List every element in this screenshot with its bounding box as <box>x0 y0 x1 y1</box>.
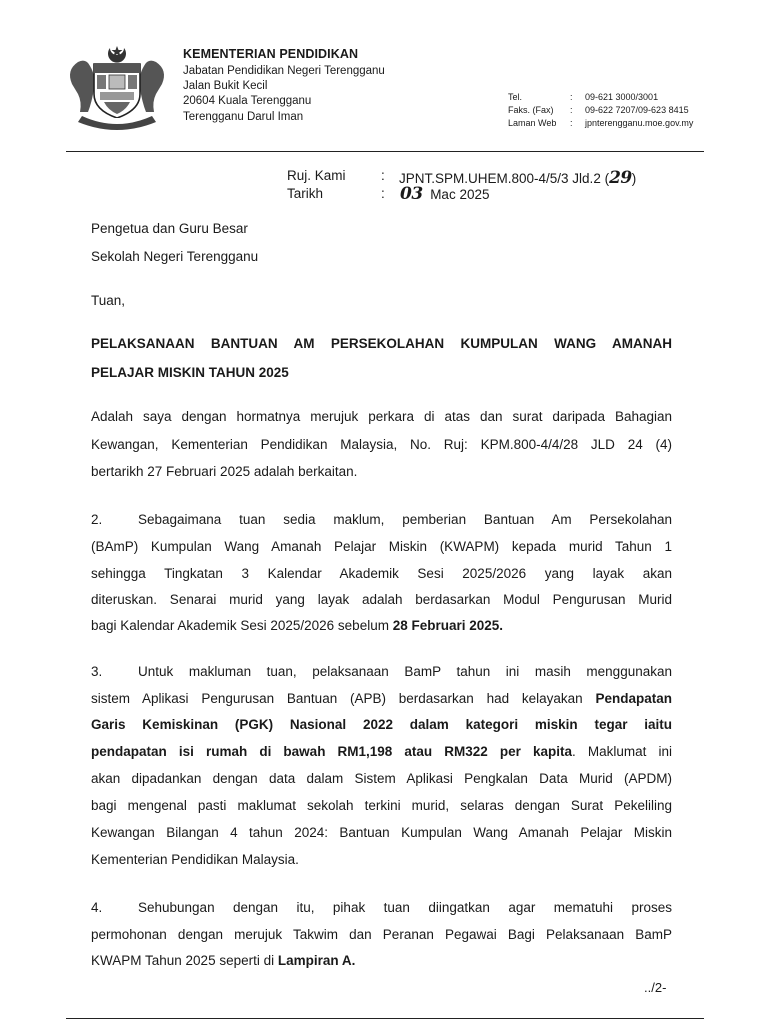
ruj-label: Ruj. Kami <box>287 168 346 183</box>
paragraph-3-bold: Pendapatan <box>595 691 672 706</box>
ministry-name: KEMENTERIAN PENDIDIKAN <box>183 47 359 61</box>
contact-label: Faks. (Fax) <box>508 105 554 115</box>
paragraph-number: 2. <box>91 512 103 527</box>
paragraph-2-line: sehingga Tingkatan 3 Kalendar Akademik Sesi 2025/2026 yang layak akan <box>91 566 672 581</box>
paragraph-2-line: diteruskan. Senarai murid yang layak adalah berdasarkan Modul Pengurusan Murid <box>91 592 672 607</box>
paragraph-3-line: Untuk makluman tuan, pelaksanaan BamP tahun ini masih menggunakan <box>138 664 672 679</box>
contact-colon: : <box>570 105 573 115</box>
tarikh-label: Tarikh <box>287 186 324 201</box>
paragraph-3-line: bagi mengenal pasti maklumat sekolah terkini murid, selaras dengan Surat Pekeliling <box>91 798 672 813</box>
paragraph-2-line: Sebagaimana tuan sedia maklum, pemberian Bantuan Am Persekolahan <box>138 512 672 527</box>
address-line: Jalan Bukit Kecil <box>183 80 268 92</box>
paragraph-4-line: permohonan dengan merujuk Takwim dan Peranan Pegawai Bagi Pelaksanaan BamP <box>91 927 672 942</box>
malaysia-coat-of-arms-icon <box>64 44 170 130</box>
attachment-reference: Lampiran A. <box>277 953 356 968</box>
tarikh-handwritten-day: 03 <box>400 184 423 204</box>
paragraph-4-line <box>91 953 355 968</box>
address-line: Terengganu Darul Iman <box>183 111 304 123</box>
letterhead-divider <box>66 151 704 152</box>
contact-value: 09-621 3000/3001 <box>585 92 659 102</box>
contact-value: 09-622 7207/09-623 8415 <box>585 105 689 115</box>
tarikh-month-year: Mac 2025 <box>430 187 490 202</box>
paragraph-3-line: Kementerian Pendidikan Malaysia. <box>91 852 299 867</box>
subject-line: PELAKSANAAN BANTUAN AM PERSEKOLAHAN KUMPULAN WANG AMANAH <box>91 336 672 351</box>
paragraph-2-text: bagi Kalendar Akademik Sesi 2025/2026 sebelum <box>91 618 393 633</box>
paragraph-3-bold: pendapatan isi rumah di bawah RM1,198 atau RM322 per kapita <box>91 744 573 759</box>
paragraph-4-text: KWAPM Tahun 2025 seperti di <box>91 953 278 968</box>
paragraph-3-text: . Maklumat ini <box>572 744 672 759</box>
paragraph-1-line: Adalah saya dengan hormatnya merujuk perkara di atas dan surat daripada Bahagian <box>91 409 672 424</box>
address-line: Jabatan Pendidikan Negeri Terengganu <box>183 65 385 77</box>
ruj-colon: : <box>381 168 385 183</box>
salutation: Tuan, <box>91 293 126 308</box>
deadline-date: 28 Februari 2025. <box>392 618 504 633</box>
paragraph-number: 4. <box>91 900 103 915</box>
subject-line: PELAJAR MISKIN TAHUN 2025 <box>91 365 289 380</box>
paragraph-3-line: Kewangan Bilangan 4 tahun 2024: Bantuan Kumpulan Wang Amanah Pelajar Miskin <box>91 825 672 840</box>
tarikh-value <box>400 184 489 204</box>
contact-colon: : <box>570 92 573 102</box>
footer-divider <box>66 1018 704 1019</box>
paragraph-3-line: akan dipadankan dengan data dalam Sistem Aplikasi Pengkalan Data Murid (APDM) <box>91 771 672 786</box>
paragraph-1-line: Kewangan, Kementerian Pendidikan Malaysia, No. Ruj: KPM.800-4/4/28 JLD 24 (4) <box>91 437 672 452</box>
contact-label: Tel. <box>508 92 523 102</box>
tarikh-colon: : <box>381 186 385 201</box>
ruj-handwritten-number: 29 <box>609 168 632 188</box>
paragraph-2-line <box>91 618 503 633</box>
paragraph-4-line: Sehubungan dengan itu, pihak tuan diingatkan agar mematuhi proses <box>138 900 672 915</box>
paragraph-number: 3. <box>91 664 103 679</box>
paragraph-3-line <box>91 744 672 759</box>
ruj-close-paren: ) <box>631 171 637 186</box>
contact-colon: : <box>570 118 573 128</box>
recipient-line: Pengetua dan Guru Besar <box>91 221 248 236</box>
paragraph-3-text: sistem Aplikasi Pengurusan Bantuan (APB) berdasarkan had kelayakan <box>91 691 596 706</box>
recipient-line: Sekolah Negeri Terengganu <box>91 249 259 264</box>
paragraph-3-line <box>91 691 672 706</box>
page-continuation-marker: ../2- <box>644 980 667 995</box>
contact-label: Laman Web <box>508 118 557 128</box>
paragraph-1-line: bertarikh 27 Februari 2025 adalah berkaitan. <box>91 464 358 479</box>
contact-value: jpnterengganu.moe.gov.my <box>585 118 694 128</box>
paragraph-2-line: (BAmP) Kumpulan Wang Amanah Pelajar Miskin (KWAPM) kepada murid Tahun 1 <box>91 539 672 554</box>
paragraph-3-line: Garis Kemiskinan (PGK) Nasional 2022 dalam kategori miskin tegar iaitu <box>91 717 672 732</box>
ruj-number: JPNT.SPM.UHEM.800-4/5/3 Jld.2 ( <box>399 171 610 186</box>
address-line: 20604 Kuala Terengganu <box>183 95 312 107</box>
